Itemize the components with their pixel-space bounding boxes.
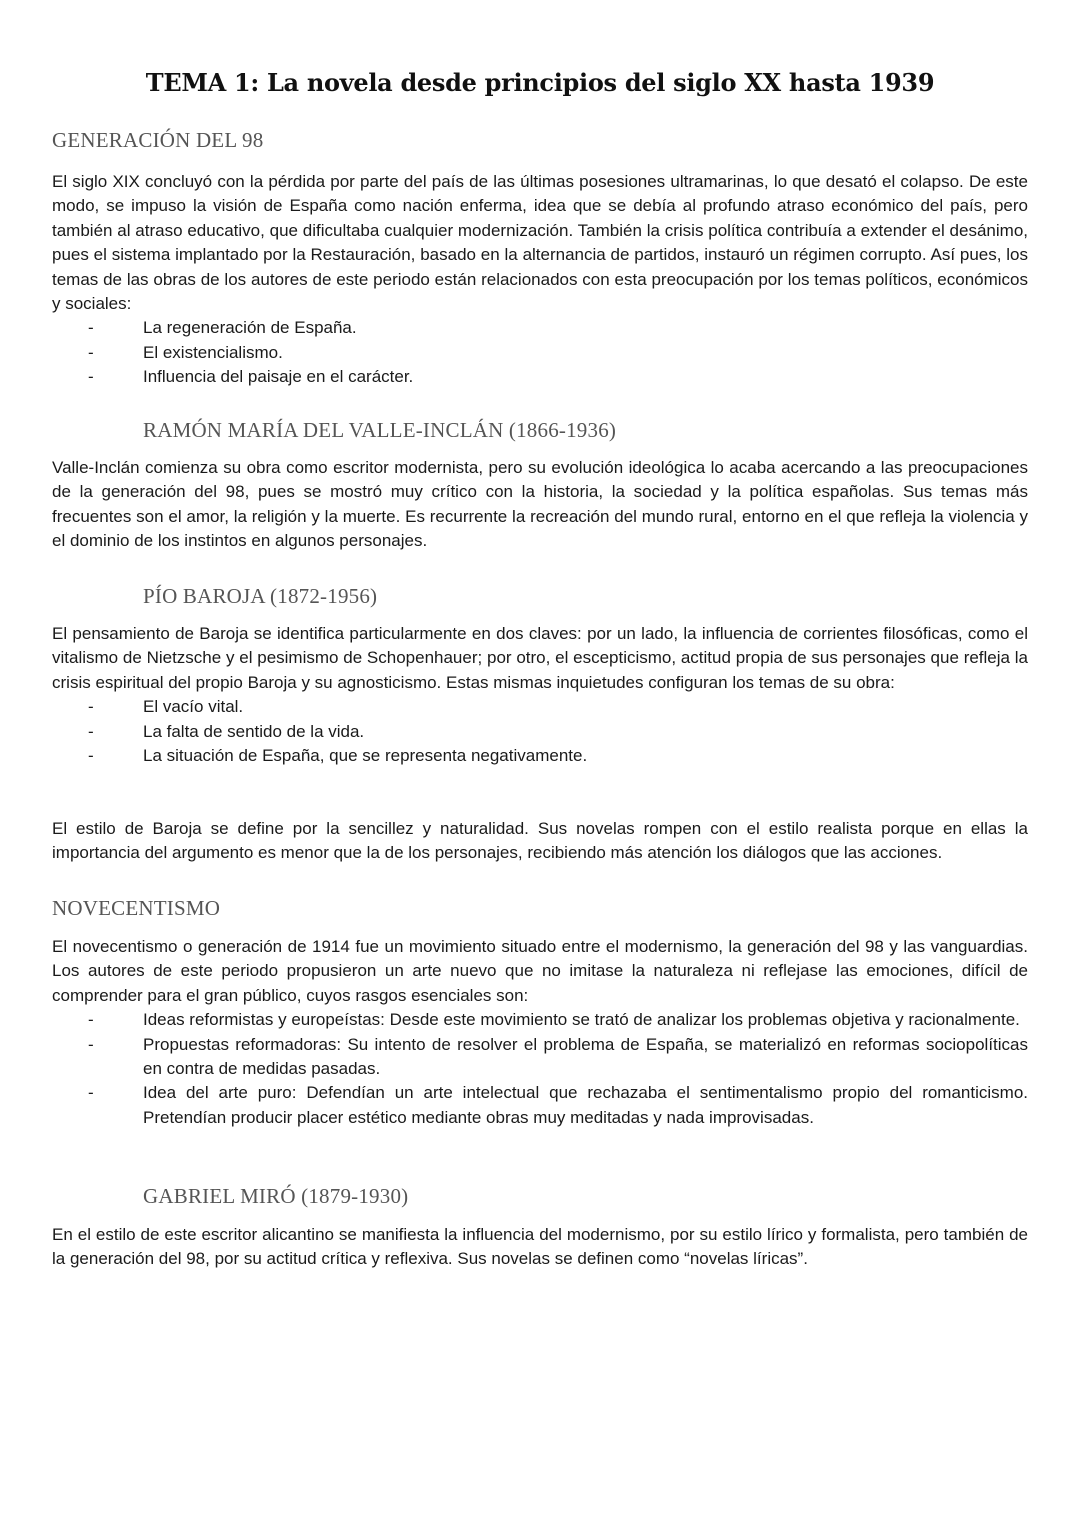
list-item: - La regeneración de España. xyxy=(88,318,357,338)
section-pio-baroja xyxy=(52,584,1028,609)
section-valle-inclan xyxy=(52,418,1028,443)
list-item: - Ideas reformistas y europeístas: Desde este movimiento se trató de analizar los problemas objetiva y racionalmente. xyxy=(88,1010,1020,1030)
section-gabriel-miro-body xyxy=(52,1223,1028,1272)
paragraph: En el estilo de este escritor alicantino se manifiesta la influencia del modernismo, por su estilo lírico y formalista, pero también de la generación del 98, por su actitud crítica y reflexiva. Sus novelas se definen como “novelas líricas”. xyxy=(52,1225,1028,1269)
list-item: - El existencialismo. xyxy=(88,342,283,362)
section-pio-baroja-body xyxy=(52,622,1028,768)
paragraph: Valle-Inclán comienza su obra como escritor modernista, pero su evolución ideológica lo acaba acercando a las preocupaciones de la generación del 98, pues se mostró muy crítico con la historia, la sociedad y la política españolas. Sus temas más frecuentes son el amor, la religión y la muerte. Es recurrente la recreación del mundo rural, entorno en el que refleja la violencia y el dominio de los instintos en algunos personajes. xyxy=(52,458,1028,551)
section-gabriel-miro xyxy=(52,1184,1028,1209)
bullet-list xyxy=(52,1008,1028,1130)
section-generacion-98-body xyxy=(52,170,1028,390)
subsection-heading: PÍO BAROJA (1872-1956) xyxy=(143,584,378,608)
list-item: - La falta de sentido de la vida. xyxy=(88,721,365,741)
list-item: - Propuestas reformadoras: Su intento de resolver el problema de España, se materializó en reformas sociopolíticas en contra de medidas pasadas. xyxy=(88,1034,1028,1079)
bullet-list xyxy=(52,316,1028,389)
paragraph: El novecentismo o generación de 1914 fue un movimiento situado entre el modernismo, la generación del 98 y las vanguardias. Los autores de este periodo propusieron un arte nuevo que no imitase la naturaleza ni reflejase las emociones, difícil de comprender para el gran público, cuyos rasgos esenciales son: xyxy=(52,937,1028,1005)
section-novecentismo xyxy=(52,896,1028,921)
paragraph: El siglo XIX concluyó con la pérdida por parte del país de las últimas posesiones ultramarinas, lo que desató el colapso. De este modo, se impuso la visión de España como nación enferma, idea que se debía al profundo atraso económico del país, pero también al atraso educativo, que dificultaba cualquier modernización. También la crisis política contribuía a extender el desánimo, pues el sistema implantado por la Restauración, basado en la alternancia de partidos, instauró un régimen corrupto. Así pues, los temas de las obras de los autores de este periodo están relacionados con esta preocupación por los temas políticos, económicos y sociales: xyxy=(52,172,1028,314)
list-item: - El vacío vital. xyxy=(88,697,244,717)
list-item: - La situación de España, que se representa negativamente. xyxy=(88,746,588,766)
subsection-heading: RAMÓN MARÍA DEL VALLE-INCLÁN (1866-1936) xyxy=(143,418,617,442)
document-title: TEMA 1: La novela desde principios del siglo XX hasta 1939 xyxy=(145,68,935,97)
bullet-list xyxy=(52,695,1028,768)
section-valle-inclan-body xyxy=(52,456,1028,554)
list-item: - Influencia del paisaje en el carácter. xyxy=(88,367,414,387)
section-heading: GENERACIÓN DEL 98 xyxy=(52,128,264,152)
section-pio-baroja-style xyxy=(52,817,1028,866)
subsection-heading: GABRIEL MIRÓ (1879-1930) xyxy=(143,1184,409,1208)
section-heading: NOVECENTISMO xyxy=(52,896,221,920)
section-novecentismo-body xyxy=(52,935,1028,1130)
paragraph: El pensamiento de Baroja se identifica particularmente en dos claves: por un lado, la influencia de corrientes filosóficas, como el vitalismo de Nietzsche y el pesimismo de Schopenhauer; por otro, el escepticismo, actitud propia de sus personajes que refleja la crisis espiritual del propio Baroja y su agnosticismo. Estas mismas inquietudes configuran los temas de su obra: xyxy=(52,624,1028,692)
paragraph: El estilo de Baroja se define por la sencillez y naturalidad. Sus novelas rompen con el estilo realista porque en ellas la importancia del argumento es menor que la de los personajes, recibiendo más atención los diálogos que las acciones. xyxy=(52,819,1028,863)
section-generacion-98 xyxy=(52,128,1028,153)
list-item: - Idea del arte puro: Defendían un arte intelectual que rechazaba el sentimentalismo propio del romanticismo. Pretendían producir placer estético mediante obras muy meditadas y nada improvisadas. xyxy=(88,1083,1028,1127)
